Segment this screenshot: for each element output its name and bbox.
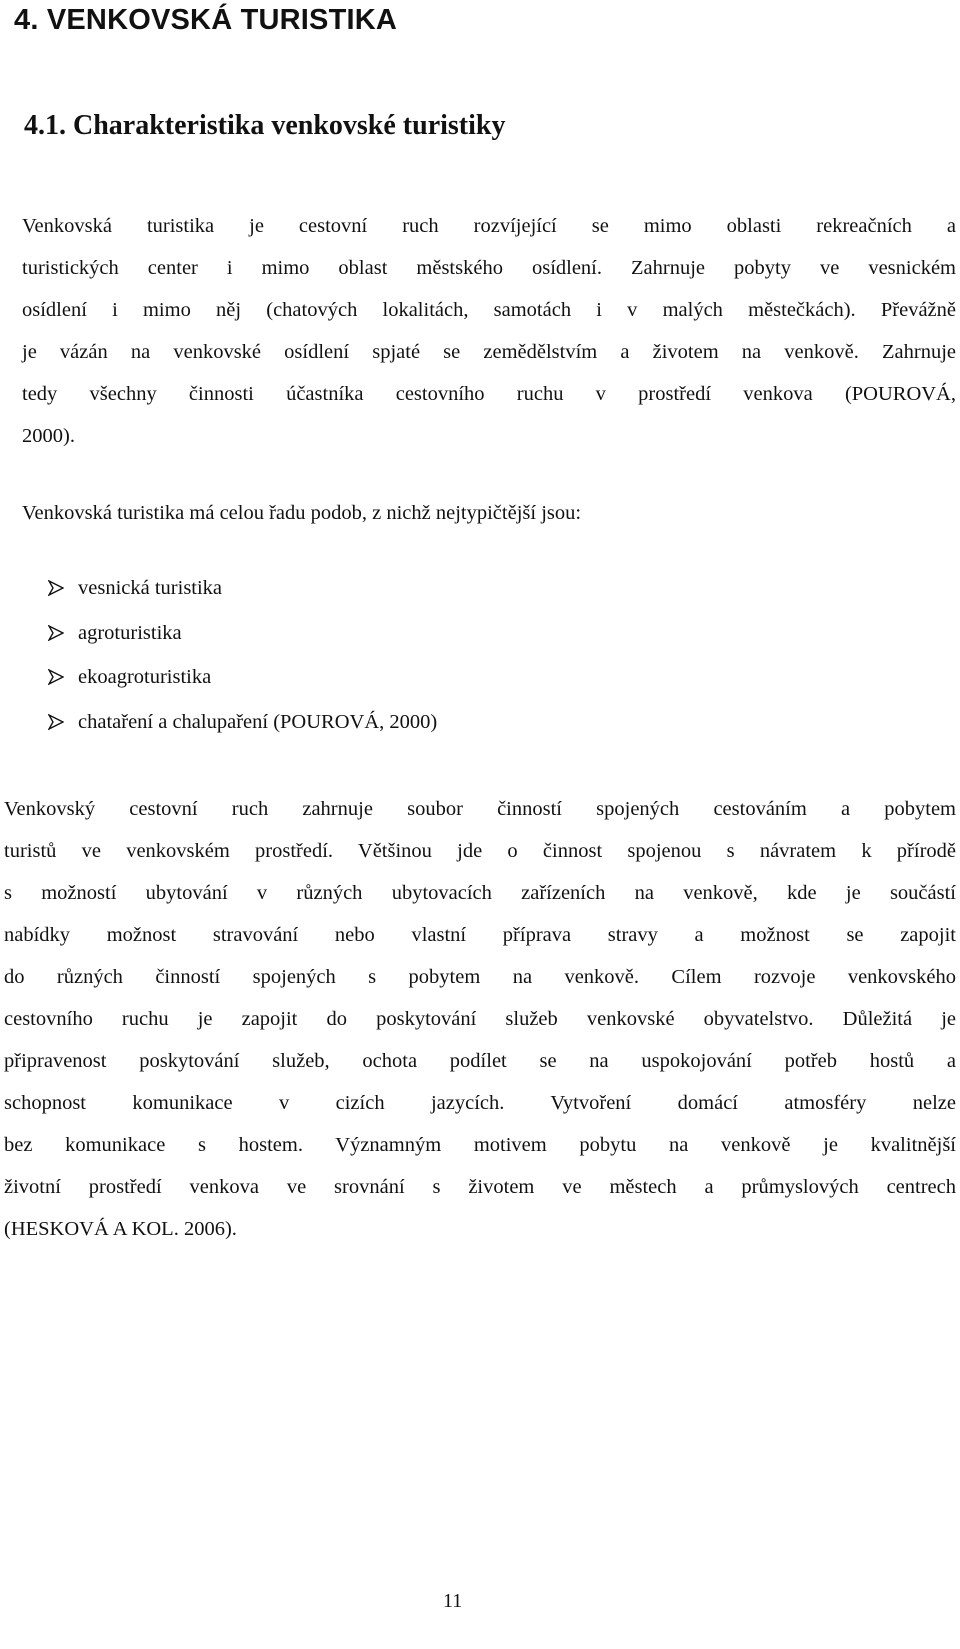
text-line: připravenost poskytování služeb, ochota podílet se na uspokojování potřeb hostů a xyxy=(4,1050,956,1072)
chapter-heading: 4. VENKOVSKÁ TURISTIKA xyxy=(14,4,398,36)
text-line: je vázán na venkovské osídlení spjaté se zemědělstvím a životem na venkově. Zahrnuje xyxy=(22,341,956,363)
text-line: 2000). xyxy=(22,425,75,447)
text-line: schopnost komunikace v cizích jazycích. Vytvoření domácí atmosféry nelze xyxy=(4,1092,956,1114)
text-line: Venkovský cestovní ruch zahrnuje soubor činností spojených cestováním a pobytem xyxy=(4,798,956,820)
text-line: do různých činností spojených s pobytem na venkově. Cílem rozvoje venkovského xyxy=(4,966,956,988)
list-item xyxy=(48,566,437,611)
paragraph-forms-intro xyxy=(22,492,956,534)
page-number: 11 xyxy=(443,1590,463,1612)
text-line: tedy všechny činnosti účastníka cestovního ruchu v prostředí venkova (POUROVÁ, xyxy=(22,383,956,405)
text-line: osídlení i mimo něj (chatových lokalitách, samotách i v malých městečkách). Převážně xyxy=(22,299,956,321)
arrowhead-bullet-icon xyxy=(48,669,64,685)
paragraph-rural-tourism xyxy=(4,788,956,1250)
list-item-label: chataření a chalupaření (POUROVÁ, 2000) xyxy=(78,710,438,733)
forms-list xyxy=(48,566,437,744)
arrowhead-bullet-icon xyxy=(48,580,64,596)
list-item xyxy=(48,655,437,700)
text-line: Venkovská turistika má celou řadu podob, z nichž nejtypičtější jsou: xyxy=(22,502,582,524)
arrowhead-bullet-icon xyxy=(48,625,64,641)
list-item-label: vesnická turistika xyxy=(78,577,223,599)
list-item xyxy=(48,611,437,656)
section-heading: 4.1. Charakteristika venkovské turistiky xyxy=(24,110,506,141)
text-line: nabídky možnost stravování nebo vlastní příprava stravy a možnost se zapojit xyxy=(4,924,956,946)
list-item-label: agroturistika xyxy=(78,621,182,644)
text-line: Venkovská turistika je cestovní ruch rozvíjející se mimo oblasti rekreačních a xyxy=(22,215,956,237)
text-line: cestovního ruchu je zapojit do poskytování služeb venkovské obyvatelstvo. Důležitá je xyxy=(4,1008,956,1030)
text-line: turistů ve venkovském prostředí. Většinou jde o činnost spojenou s návratem k přírodě xyxy=(4,840,956,862)
text-line: (HESKOVÁ A KOL. 2006). xyxy=(4,1218,237,1240)
text-line: s možností ubytování v různých ubytovacích zařízeních na venkově, kde je součástí xyxy=(4,882,956,904)
text-line: bez komunikace s hostem. Významným motivem pobytu na venkově je kvalitnější xyxy=(4,1134,956,1156)
paragraph-definition xyxy=(22,205,956,457)
list-item xyxy=(48,700,437,745)
arrowhead-bullet-icon xyxy=(48,714,64,730)
text-line: turistických center i mimo oblast městského osídlení. Zahrnuje pobyty ve vesnickém xyxy=(22,257,956,279)
text-line: životní prostředí venkova ve srovnání s životem ve městech a průmyslových centrech xyxy=(4,1176,956,1198)
list-item-label: ekoagroturistika xyxy=(78,666,212,688)
